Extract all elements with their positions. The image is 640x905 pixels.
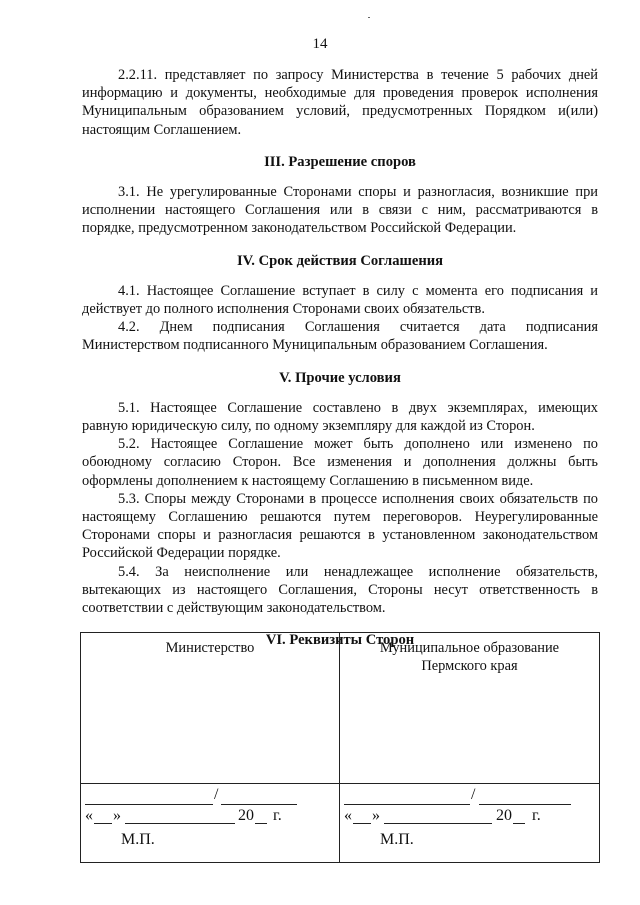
name-line [221,804,297,805]
paragraph-3-1: 3.1. Не урегулированные Сторонами споры и разногласия, возникшие при исполнении настоящего Соглашения или в связи с ним, рассматриваются в порядке, предусмотренном законодательством Российской Федерации. [82,184,598,237]
paragraph-5-4: 5.4. За неисполнение или ненадлежащее исполнение обязательств, вытекающих из настоящего Соглашения, Стороны несут ответственность в соответствии с действующим законодательством. [82,563,598,617]
year-prefix: 20 [496,807,512,824]
municipality-header-line1: Муниципальное образование [379,640,560,656]
paragraph-5-1: 5.1. Настоящее Соглашение составлено в двух экземплярах, имеющих равную юридическую силу, по одному экземпляру для каждой из Сторон. [82,399,598,435]
year-line [255,823,267,824]
scan-speck [368,17,370,18]
paragraph-5-3: 5.3. Споры между Сторонами в процессе исполнения своих обязательств по настоящему Соглашению решаются путем переговоров. Неурегулированные Сторонами споры и разногласия решаются в установленном законодательством Российской Федерации порядке. [82,490,598,562]
month-line [384,823,492,824]
date-open-quote: « [85,807,93,824]
section-4-title: IV. Срок действия Соглашения [236,252,444,269]
stamp-label: М.П. [380,831,414,848]
date-close-quote: » [113,807,121,824]
signature-line [85,804,213,805]
municipality-header [340,633,599,675]
signature-line [344,804,470,805]
requisites-table [80,632,600,863]
signature-divider [340,783,599,784]
month-line [125,823,235,824]
year-suffix: г. [532,807,541,824]
ministry-column [81,633,340,862]
signature-divider [81,783,339,784]
year-suffix: г. [273,807,282,824]
signature-slash: / [214,786,219,803]
day-line [94,823,112,824]
paragraph-4-2: 4.2. Днем подписания Соглашения считается дата подписания Министерством подписанного Муниципальным образованием Соглашения. [82,319,598,354]
day-line [353,823,371,824]
stamp-label: М.П. [121,831,155,848]
municipality-header-line2: Пермского края [421,658,518,674]
section-5-title: V. Прочие условия [279,369,401,386]
document-body [82,66,598,661]
date-close-quote: » [372,807,380,824]
page-number: 14 [312,36,328,52]
municipality-column [340,633,599,862]
paragraph-5-2: 5.2. Настоящее Соглашение может быть дополнено или изменено по обоюдному согласию Сторон. Все изменения и дополнения должны быть оформлены дополнением к настоящему Соглашению в письменном виде. [82,436,598,489]
signature-slash: / [471,786,476,803]
section-6-title: VI. Реквизиты Сторон [265,632,415,649]
paragraph-2-2-11: 2.2.11. представляет по запросу Министерства в течение 5 рабочих дней информацию и документы, необходимые для проведения проверок исполнения Муниципальным образованием условий, предусмотренных Порядком и(или) настоящим Соглашением. [82,67,598,138]
ministry-header: Министерство [165,640,255,656]
year-line [513,823,525,824]
date-open-quote: « [344,807,352,824]
year-prefix: 20 [238,807,254,824]
section-3-title: III. Разрешение споров [264,153,416,170]
name-line [479,804,571,805]
paragraph-4-1: 4.1. Настоящее Соглашение вступает в силу с момента его подписания и действует до полного исполнения Сторонами своих обязательств. [82,282,598,318]
